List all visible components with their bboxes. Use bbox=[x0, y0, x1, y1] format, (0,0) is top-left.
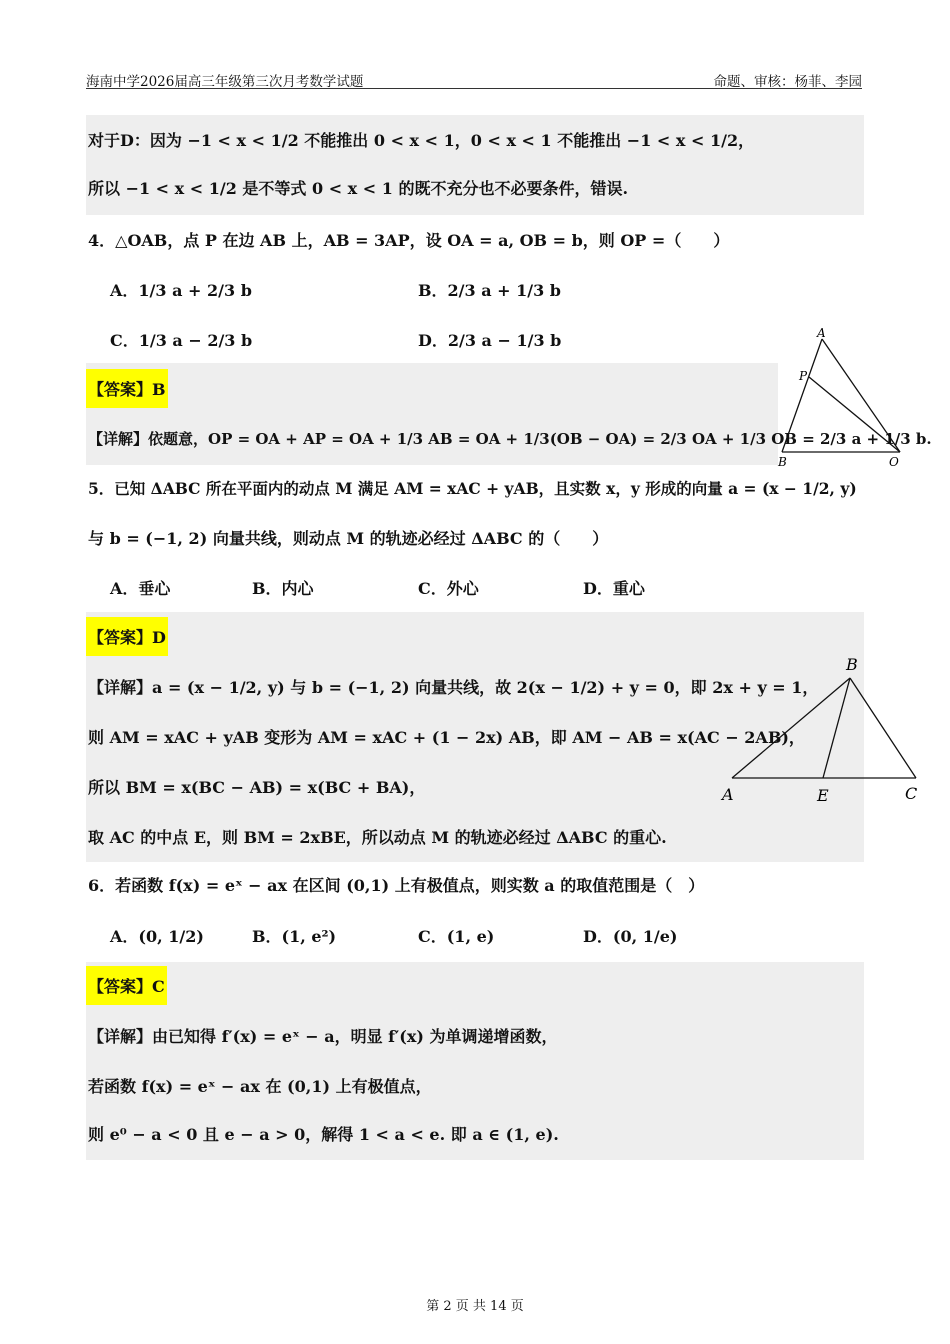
q6-option-c: C．(1, e) bbox=[418, 927, 495, 946]
q4-option-b: B．2/3 a + 1/3 b bbox=[418, 281, 561, 300]
q5-detail-line3: 所以 BM = x(BC − AB) = x(BC + BA)， bbox=[88, 778, 426, 797]
q5-label-c: C bbox=[905, 784, 918, 803]
q6-stem: 6．若函数 f(x) = eˣ − ax 在区间 (0,1) 上有极值点，则实数 a 的取值范围是（ ） bbox=[88, 876, 705, 895]
q4-label-b: B bbox=[778, 455, 787, 469]
q4-segment-po bbox=[809, 377, 900, 452]
q5-label-b: B bbox=[846, 655, 858, 674]
q5-detail-line4: 取 AC 的中点 E，则 BM = 2xBE，所以动点 M 的轨迹必经过 ΔABC 的重心. bbox=[88, 828, 667, 847]
q5-option-d: D．重心 bbox=[583, 579, 645, 598]
q4-option-a: A．1/3 a + 2/3 b bbox=[110, 281, 252, 300]
q6-answer: 【答案】C bbox=[86, 966, 167, 1005]
q5-stem-line1: 5．已知 ΔABC 所在平面内的动点 M 满足 AM = xAC + yAB，且实数 x，y 形成的向量 a = (x − 1/2, y) bbox=[88, 479, 857, 498]
q5-option-c: C．外心 bbox=[418, 579, 479, 598]
header-title: 海南中学2026届高三年级第三次月考数学试题 bbox=[86, 74, 364, 90]
q6-option-a: A．(0, 1/2) bbox=[110, 927, 204, 946]
q5-option-a: A．垂心 bbox=[110, 579, 171, 598]
q5-detail-line2: 则 AM = xAC + yAB 变形为 AM = xAC + (1 − 2x) AB，即 AM − AB = x(AC − 2AB)， bbox=[88, 728, 805, 747]
q5-label-a: A bbox=[722, 785, 734, 804]
q6-option-b: B．(1, e²) bbox=[252, 927, 337, 946]
q4-label-a: A bbox=[817, 326, 826, 340]
q4-option-c: C．1/3 a − 2/3 b bbox=[110, 331, 253, 350]
q5-answer: 【答案】D bbox=[86, 617, 168, 656]
q4-edge-ao bbox=[822, 339, 900, 452]
q4-label-o: O bbox=[889, 455, 899, 469]
q6-detail-line1: 【详解】由已知得 f′(x) = eˣ − a，明显 f′(x) 为单调递增函数， bbox=[88, 1027, 558, 1046]
q4-option-d: D．2/3 a − 1/3 b bbox=[418, 331, 562, 350]
block-d-line1: 对于D：因为 −1 < x < 1/2 不能推出 0 < x < 1，0 < x < 1 不能推出 −1 < x < 1/2， bbox=[88, 131, 755, 150]
q5-detail-line1: 【详解】a = (x − 1/2, y) 与 b = (−1, 2) 向量共线，故 2(x − 1/2) + y = 0，即 2x + y = 1， bbox=[88, 678, 819, 697]
page-footer: 第 2 页 共 14 页 bbox=[426, 1299, 524, 1314]
q4-label-p: P bbox=[799, 369, 808, 383]
q4-answer: 【答案】B bbox=[86, 369, 168, 408]
q5-stem-line2: 与 b = (−1, 2) 向量共线，则动点 M 的轨迹必经过 ΔABC 的（ ） bbox=[88, 529, 609, 548]
q5-label-e: E bbox=[817, 786, 829, 805]
q6-detail-line3: 则 e⁰ − a < 0 且 e − a > 0，解得 1 < a < e. 即 a ∈ (1, e). bbox=[88, 1125, 559, 1144]
q4-triangle-figure bbox=[772, 325, 912, 475]
q4-detail: 【详解】依题意，OP = OA + AP = OA + 1/3 AB = OA + 1/3(OB − OA) = 2/3 OA + 1/3 OB = 2/3 a + 1/3 b. bbox=[88, 430, 932, 448]
q5-median-be bbox=[823, 678, 850, 778]
block-d-line2: 所以 −1 < x < 1/2 是不等式 0 < x < 1 的既不充分也不必要条件，错误. bbox=[88, 179, 629, 198]
q5-option-b: B．内心 bbox=[252, 579, 314, 598]
q5-edge-ab bbox=[732, 678, 850, 778]
q5-triangle-figure bbox=[716, 650, 926, 810]
q6-detail-line2: 若函数 f(x) = eˣ − ax 在 (0,1) 上有极值点， bbox=[88, 1077, 432, 1096]
q6-option-d: D．(0, 1/e) bbox=[583, 927, 678, 946]
q4-stem: 4．△OAB，点 P 在边 AB 上，AB = 3AP，设 OA = a, OB = b，则 OP =（ ） bbox=[88, 231, 730, 250]
header-authors: 命题、审核：杨菲、李园 bbox=[713, 74, 862, 90]
q5-edge-bc bbox=[850, 678, 916, 778]
q4-edge-ab bbox=[782, 339, 822, 452]
page-header bbox=[86, 70, 862, 89]
